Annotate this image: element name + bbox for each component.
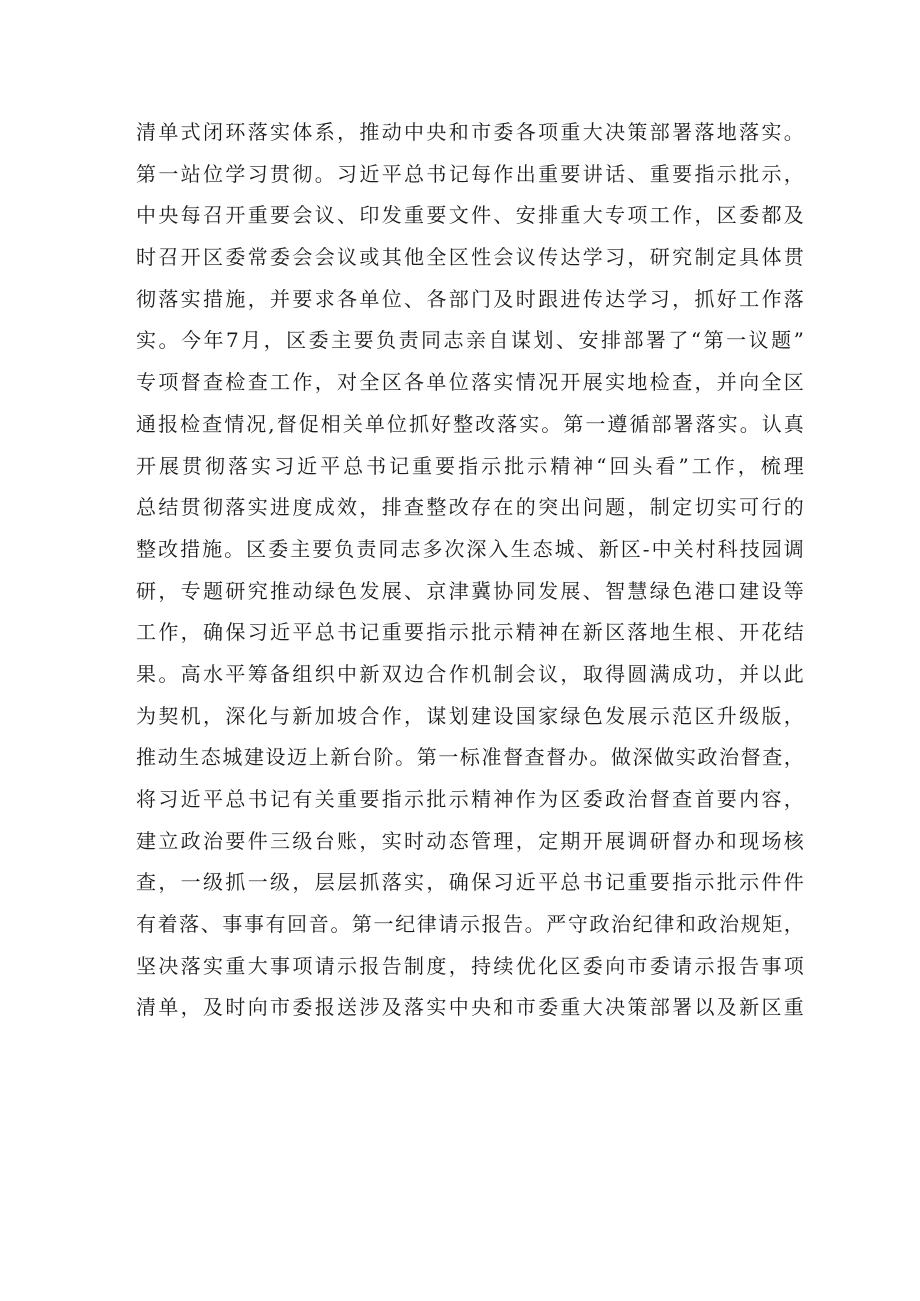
text-line-3: 中央每召开重要会议、印发重要文件、安排重大专项工作，区委都及 <box>136 203 804 228</box>
text-line-14: 果。高水平筹备组织中新双边合作机制会议，取得圆满成功，并以此 <box>136 661 804 686</box>
text-line-16: 推动生态城建设迈上新台阶。第一标准督查督办。做深做实政治督查， <box>136 745 804 770</box>
text-line-20: 有着落、事事有回音。第一纪律请示报告。严守政治纪律和政治规矩， <box>136 912 804 937</box>
text-line-18: 建立政治要件三级台账，实时动态管理，定期开展调研督办和现场核 <box>136 828 804 853</box>
text-line-6: 实。今年7月，区委主要负责同志亲自谋划、安排部署了“第一议题” <box>136 328 804 353</box>
text-line-10: 总结贯彻落实进度成效，排查整改存在的突出问题，制定切实可行的 <box>136 495 804 520</box>
text-line-21: 坚决落实重大事项请示报告制度，持续优化区委向市委请示报告事项 <box>136 953 804 978</box>
text-line-15: 为契机，深化与新加坡合作，谋划建设国家绿色发展示范区升级版， <box>136 703 804 728</box>
text-line-17: 将习近平总书记有关重要指示批示精神作为区委政治督查首要内容， <box>136 787 804 811</box>
text-line-11: 整改措施。区委主要负责同志多次深入生态城、新区-中关村科技园调 <box>136 536 804 561</box>
body-text <box>136 112 804 1029</box>
text-line-7: 专项督查检查工作，对全区各单位落实情况开展实地检查，并向全区 <box>136 370 804 395</box>
text-line-1: 清单式闭环落实体系，推动中央和市委各项重大决策部署落地落实。 <box>136 120 804 144</box>
text-line-22: 清单，及时向市委报送涉及落实中央和市委重大决策部署以及新区重 <box>136 995 804 1020</box>
text-line-8: 通报检查情况,督促相关单位抓好整改落实。第一遵循部署落实。认真 <box>136 411 804 436</box>
text-line-9: 开展贯彻落实习近平总书记重要指示批示精神“回头看”工作，梳理 <box>136 453 804 478</box>
text-line-13: 工作，确保习近平总书记重要指示批示精神在新区落地生根、开花结 <box>136 620 804 645</box>
text-line-5: 彻落实措施，并要求各单位、各部门及时跟进传达学习，抓好工作落 <box>136 286 804 311</box>
text-line-4: 时召开区委常委会会议或其他全区性会议传达学习，研究制定具体贯 <box>136 245 804 270</box>
text-line-12: 研，专题研究推动绿色发展、京津冀协同发展、智慧绿色港口建设等 <box>136 578 804 603</box>
text-line-19: 查，一级抓一级，层层抓落实，确保习近平总书记重要指示批示件件 <box>136 870 804 895</box>
text-line-2: 第一站位学习贯彻。习近平总书记每作出重要讲话、重要指示批示， <box>136 161 804 186</box>
